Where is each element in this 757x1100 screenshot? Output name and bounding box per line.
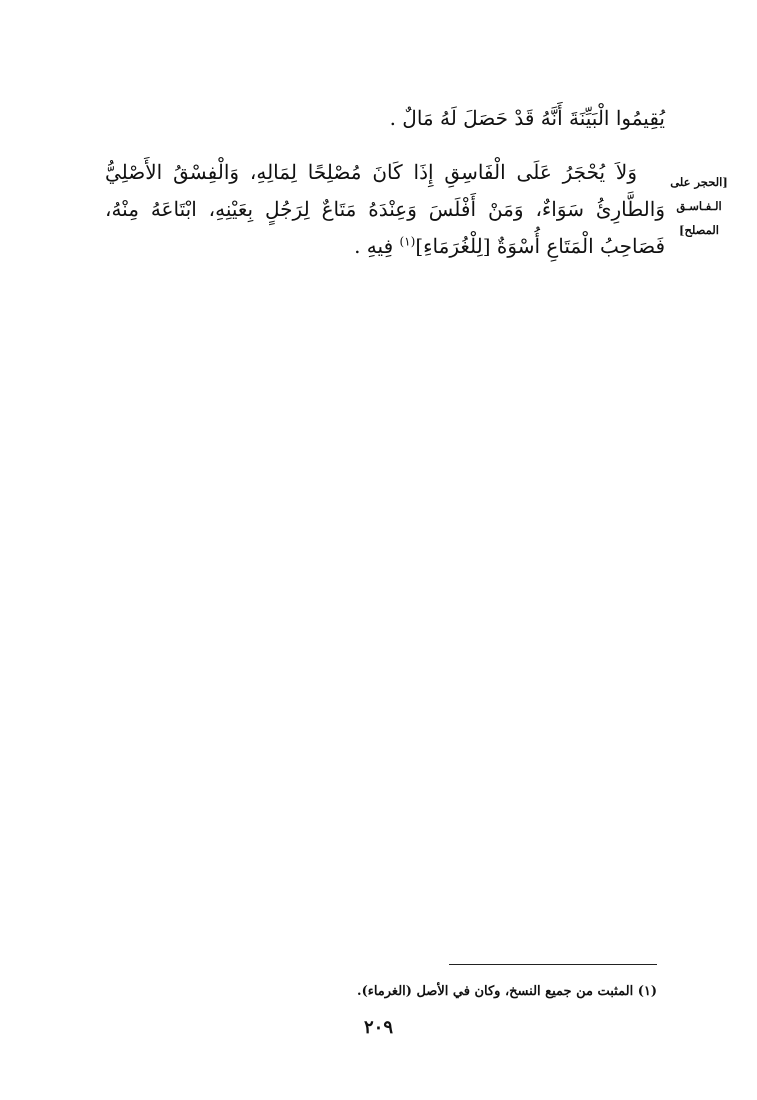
margin-note-line-2: الـفـاسـق — [676, 199, 722, 213]
page-number: ٢٠٩ — [363, 1017, 393, 1038]
footnote-marker: (١) — [399, 234, 416, 249]
paragraph-2 — [105, 154, 665, 265]
footnote: (١) المثبت من جميع النسخ، وكان في الأصل (الغرماء). — [357, 984, 657, 999]
footnote-divider — [449, 964, 657, 965]
margin-note-line-3: المصلح] — [679, 223, 719, 237]
paragraph-2-end: فِيهِ . — [354, 234, 400, 258]
margin-note-line-1: [الحجر على — [670, 175, 728, 189]
paragraph-2-text: وَلاَ يُحْجَرُ عَلَى الْفَاسِقِ إِذَا كَانَ مُصْلِحًا لِمَالِهِ، وَالْفِسْقُ الأَصْلِيُّ وَالطَّارِئُ سَوَاءٌ، وَمَنْ أَفْلَسَ وَعِنْدَهُ مَتَاعٌ لِرَجُلٍ بِعَيْنِهِ، ابْتَاعَهُ مِنْهُ، فَصَاحِبُ الْمَتَاعِ أُسْوَةٌ [لِلْغُرَمَاءِ] — [105, 160, 665, 258]
main-text-block — [105, 100, 665, 265]
margin-note — [661, 170, 737, 242]
paragraph-1: يُقِيمُوا الْبَيِّنَةَ أَنَّهُ قَدْ حَصَلَ لَهُ مَالٌ . — [389, 106, 665, 130]
